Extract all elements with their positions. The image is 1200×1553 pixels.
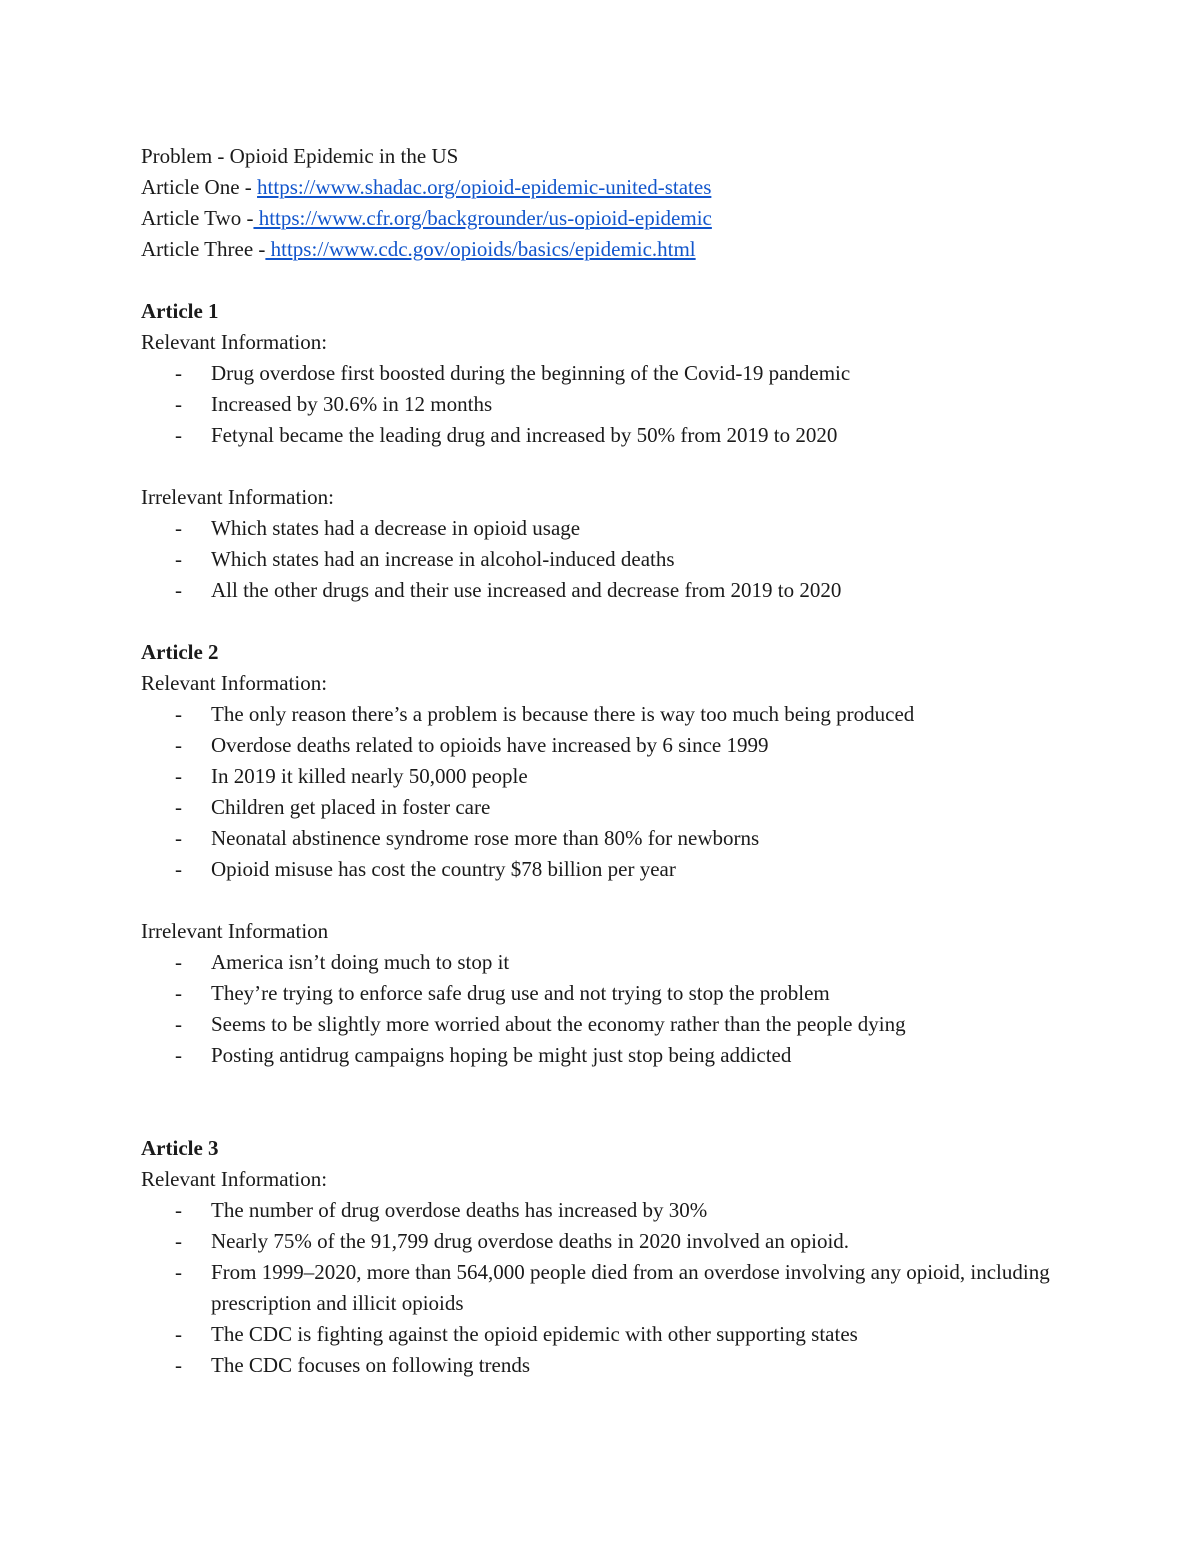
bullet-dash: - <box>175 1322 182 1346</box>
list-item: - Fetynal became the leading drug and increased by 50% from 2019 to 2020 <box>141 420 1081 451</box>
list-item: - Nearly 75% of the 91,799 drug overdose deaths in 2020 involved an opioid. <box>141 1226 1081 1257</box>
article-one-label: Article One - <box>141 175 258 199</box>
article-two-label: Article Two - <box>141 206 254 230</box>
list-item: - The CDC focuses on following trends <box>141 1350 1081 1381</box>
list-item: - America isn’t doing much to stop it <box>141 947 1081 978</box>
article-3-heading: Article 3 <box>141 1136 219 1160</box>
bullet-dash: - <box>175 1043 182 1067</box>
bullet-dash: - <box>175 1353 182 1377</box>
bullet-dash: - <box>175 826 182 850</box>
article-one-link[interactable]: https://www.shadac.org/opioid-epidemic-united-states <box>257 175 712 199</box>
list-item: - Posting antidrug campaigns hoping be might just stop being addicted <box>141 1040 1081 1071</box>
article-1-irrelevant-list <box>141 513 1081 606</box>
list-item: - The CDC is fighting against the opioid epidemic with other supporting states <box>141 1319 1081 1350</box>
article-1-relevant-list <box>141 358 1081 451</box>
article-3-relevant-list <box>141 1195 1081 1381</box>
list-item: - Seems to be slightly more worried about the economy rather than the people dying <box>141 1009 1081 1040</box>
article-2-irrelevant-label: Irrelevant Information <box>141 919 329 943</box>
bullet-dash: - <box>175 857 182 881</box>
article-1-relevant-label: Relevant Information: <box>141 330 328 354</box>
bullet-dash: - <box>175 981 182 1005</box>
article-three-label: Article Three - <box>141 237 266 261</box>
bullet-dash: - <box>175 547 182 571</box>
list-item: - Which states had an increase in alcohol-induced deaths <box>141 544 1081 575</box>
bullet-dash: - <box>175 1260 182 1284</box>
list-item: - All the other drugs and their use increased and decrease from 2019 to 2020 <box>141 575 1081 606</box>
bullet-dash: - <box>175 516 182 540</box>
bullet-dash: - <box>175 795 182 819</box>
article-three-reference <box>141 234 1081 265</box>
list-item: - Neonatal abstinence syndrome rose more than 80% for newborns <box>141 823 1081 854</box>
list-item: - The number of drug overdose deaths has increased by 30% <box>141 1195 1081 1226</box>
bullet-dash: - <box>175 1012 182 1036</box>
bullet-dash: - <box>175 702 182 726</box>
article-three-link[interactable]: https://www.cdc.gov/opioids/basics/epidemic.html <box>265 237 696 261</box>
list-item: - Drug overdose first boosted during the beginning of the Covid-19 pandemic <box>141 358 1081 389</box>
bullet-dash: - <box>175 361 182 385</box>
list-item: - They’re trying to enforce safe drug use and not trying to stop the problem <box>141 978 1081 1009</box>
bullet-dash: - <box>175 1198 182 1222</box>
list-item: - In 2019 it killed nearly 50,000 people <box>141 761 1081 792</box>
bullet-dash: - <box>175 423 182 447</box>
bullet-dash: - <box>175 392 182 416</box>
list-item: - Children get placed in foster care <box>141 792 1081 823</box>
article-2-irrelevant-list <box>141 947 1081 1071</box>
article-2-heading: Article 2 <box>141 640 219 664</box>
bullet-dash: - <box>175 733 182 757</box>
list-item: - Opioid misuse has cost the country $78 billion per year <box>141 854 1081 885</box>
article-1-irrelevant-label: Irrelevant Information: <box>141 485 334 509</box>
bullet-dash: - <box>175 578 182 602</box>
list-item: - Overdose deaths related to opioids have increased by 6 since 1999 <box>141 730 1081 761</box>
list-item: - Increased by 30.6% in 12 months <box>141 389 1081 420</box>
article-two-reference <box>141 203 1081 234</box>
article-1-heading: Article 1 <box>141 299 219 323</box>
problem-statement: Problem - Opioid Epidemic in the US <box>141 144 459 168</box>
bullet-dash: - <box>175 1229 182 1253</box>
article-2-relevant-list <box>141 699 1081 885</box>
bullet-dash: - <box>175 950 182 974</box>
article-two-link[interactable]: https://www.cfr.org/backgrounder/us-opioid-epidemic <box>253 206 712 230</box>
document-page <box>141 141 1081 1381</box>
article-one-reference <box>141 172 1081 203</box>
list-item: - Which states had a decrease in opioid usage <box>141 513 1081 544</box>
list-item: - From 1999–2020, more than 564,000 people died from an overdose involving any opioid, including prescription and illicit opioids <box>141 1257 1081 1319</box>
list-item: - The only reason there’s a problem is because there is way too much being produced <box>141 699 1081 730</box>
article-3-relevant-label: Relevant Information: <box>141 1167 328 1191</box>
article-2-relevant-label: Relevant Information: <box>141 671 328 695</box>
bullet-dash: - <box>175 764 182 788</box>
